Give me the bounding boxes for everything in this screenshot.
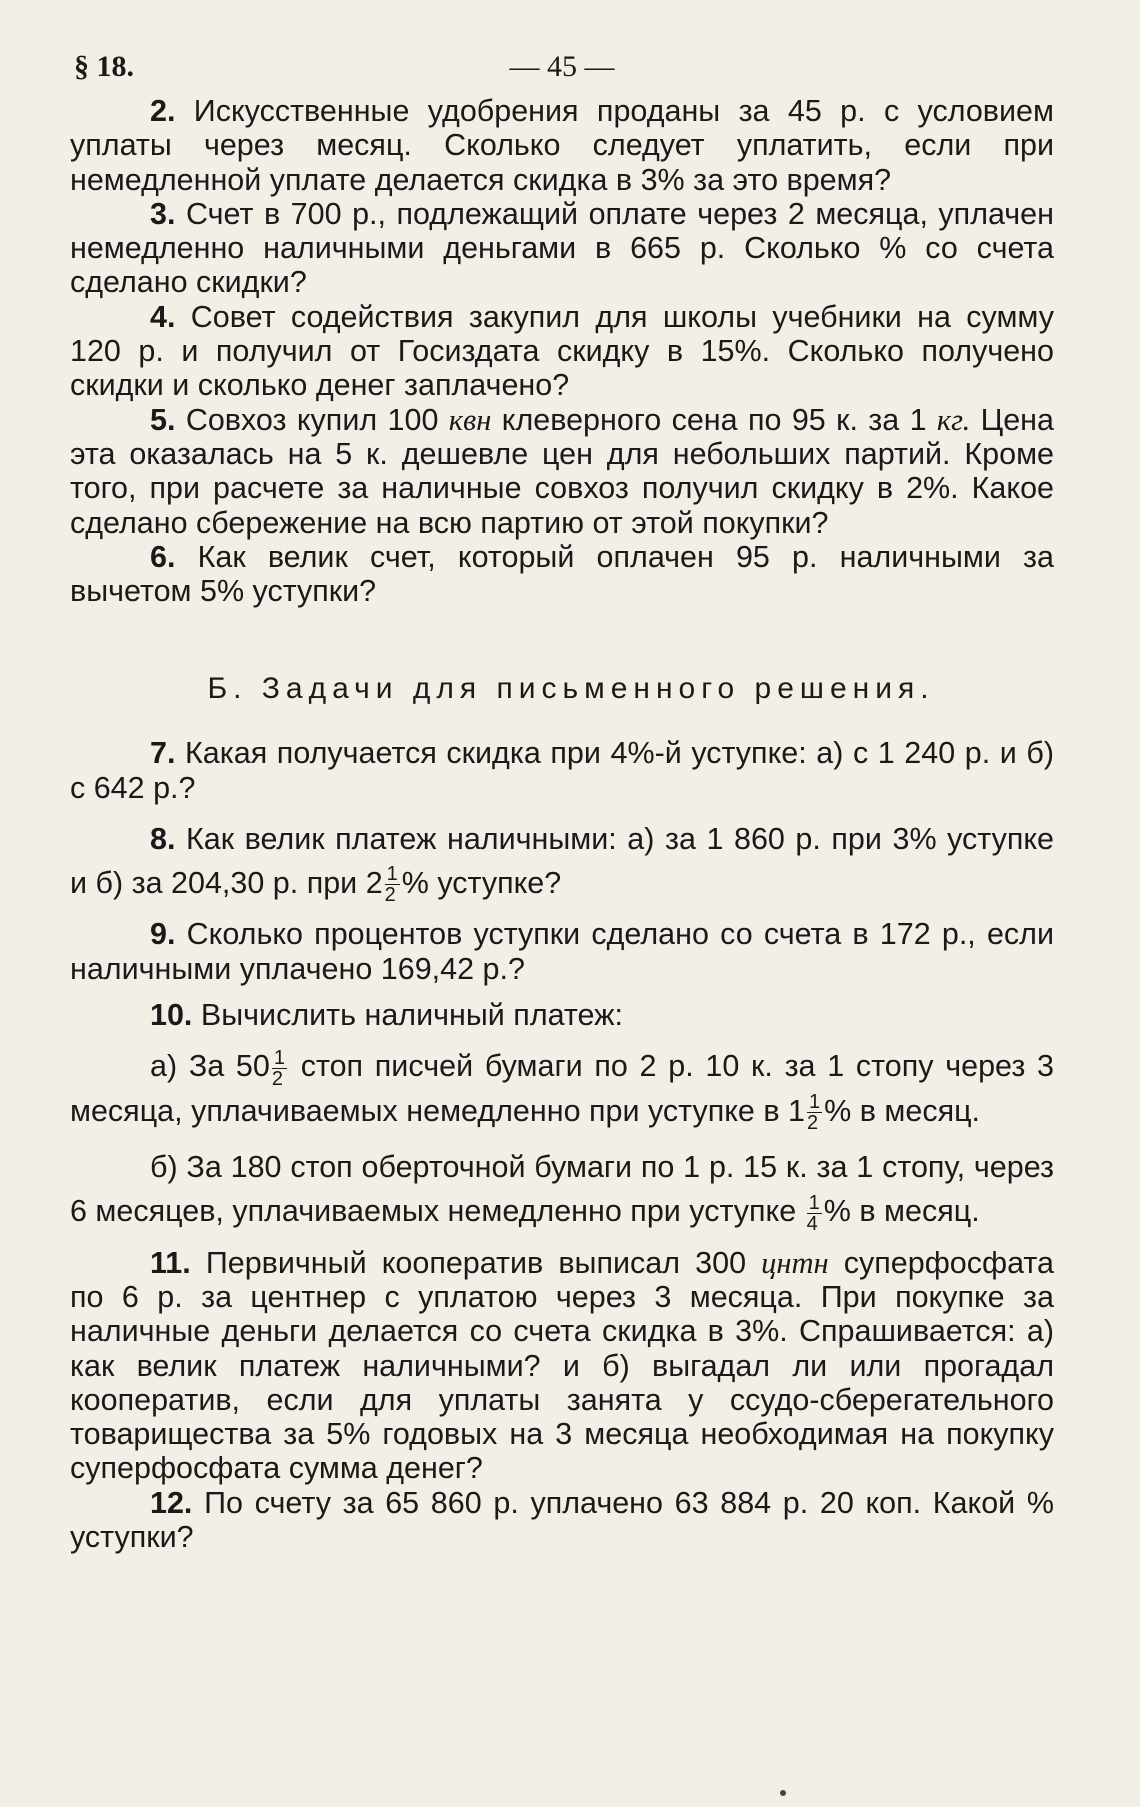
problem-4 [70,300,1054,403]
problem-number: 3. [150,196,176,231]
problem-text: Вычислить наличный платеж: [200,998,624,1033]
problem-7 [70,736,1054,805]
unit-abbrev: кг. [936,402,971,437]
problem-number: 9. [150,917,176,952]
problem-text: % в месяц. [824,1093,981,1128]
problem-text: Совхоз купил 100 [185,402,449,437]
problem-8 [70,817,1054,905]
problem-text: Первичный кооператив выписал 300 [205,1245,762,1280]
problem-text: а) За 50 [150,1049,270,1084]
problem-12 [70,1486,1054,1555]
problem-text: % в месяц. [823,1194,980,1229]
problem-text: Сколько процентов уступки сделано со счета в 172 р., если наличными уплачено 169,42 р.? [70,917,1054,986]
problem-9 [70,917,1054,986]
problem-number: 7. [150,736,176,771]
problem-number: 2. [150,94,176,128]
unit-abbrev: цнтн [761,1245,829,1280]
fraction: $\frac{1}{2}$ [807,1091,821,1135]
problem-text: суперфосфата по 6 р. за центнер с уплатою через 3 месяца. При покупке за наличные деньги делается со счета скидка в 3%. Спрашивается: а) как велик платеж наличными? и б) выгадал ли или прогадал кооператив, если для уплаты занята у ссудо-сберегательного товарищества за 5% годовых на 3 месяца необходимая на покупку суперфосфата сумма денег? [70,1245,1054,1486]
problem-text: стоп писчей бумаги по 2 р. 10 к. за 1 стопу через 3 месяца, уплачиваемых немедленно при уступке в 1 [70,1049,1054,1128]
problem-text: % уступке? [401,866,562,901]
problem-11 [70,1246,1054,1486]
problem-text: б) За 180 стоп оберточной бумаги по 1 р. 15 к. за 1 стопу, через 6 месяцев, уплачиваемых немедленно при уступке [70,1150,1054,1229]
problem-number: 10. [150,998,193,1033]
problem-6 [70,540,1054,609]
problem-text: Какая получается скидка при 4%-й уступке: а) с 1 240 р. и б) с 642 р.? [70,736,1054,805]
problem-text: Как велик счет, который оплачен 95 р. наличными за вычетом 5% уступки? [70,539,1054,609]
section-heading: Б. Задачи для письменного решения. [207,672,935,706]
fraction: $\frac{1}{4}$ [806,1191,820,1235]
problem-3 [70,197,1054,300]
page-header [70,44,1054,94]
problem-text: Искусственные удобрения проданы за 45 р. с условием уплаты через месяц. Сколько следует уплатить, если при немедленной уплате делается скидка в 3% за это время? [70,94,1054,197]
problem-number: 12. [150,1485,193,1520]
problem-text: клеверного сена по 95 к. за 1 [491,402,937,437]
problem-number: 8. [150,822,176,857]
fraction: $\frac{1}{2}$ [384,863,398,907]
problem-text: Счет в 700 р., подлежащий оплате через 2 месяца, уплачен немедленно наличными деньгами в 665 р. Сколько % со счета сделано скидки? [70,196,1054,300]
problem-text: Цена эта оказалась на 5 к. дешевле цен для небольших партий. Кроме того, при расчете за наличные совхоз получил скидку в 2%. Какое сделано сбережение на всю партию от этой покупки? [70,402,1054,540]
fraction: $\frac{1}{2}$ [271,1046,285,1090]
unit-abbrev: квн [448,402,492,437]
problem-number: 4. [150,299,176,334]
problem-10a [70,1044,1054,1133]
problem-number: 11. [150,1245,191,1280]
problem-10 [70,998,1054,1032]
problem-text: Совет содействия закупил для школы учебники на сумму 120 р. и получил от Госиздата скидку в 15%. Сколько получено скидки и сколько денег заплачено? [70,299,1054,403]
problem-5 [70,403,1054,540]
problem-number: 6. [150,539,176,574]
page-number: — 45 — [509,50,615,83]
problem-text: Как велик платеж наличными: а) за 1 860 р. при 3% уступке и б) за 204,30 р. при 2 [70,822,1054,901]
problem-text: По счету за 65 860 р. уплачено 63 884 р. 20 коп. Какой % уступки? [70,1485,1054,1555]
section-number: § 18. [74,50,134,83]
problem-10b [70,1145,1054,1233]
print-speck [780,1790,786,1796]
problem-number: 5. [150,402,176,437]
problem-2 [70,94,1054,197]
